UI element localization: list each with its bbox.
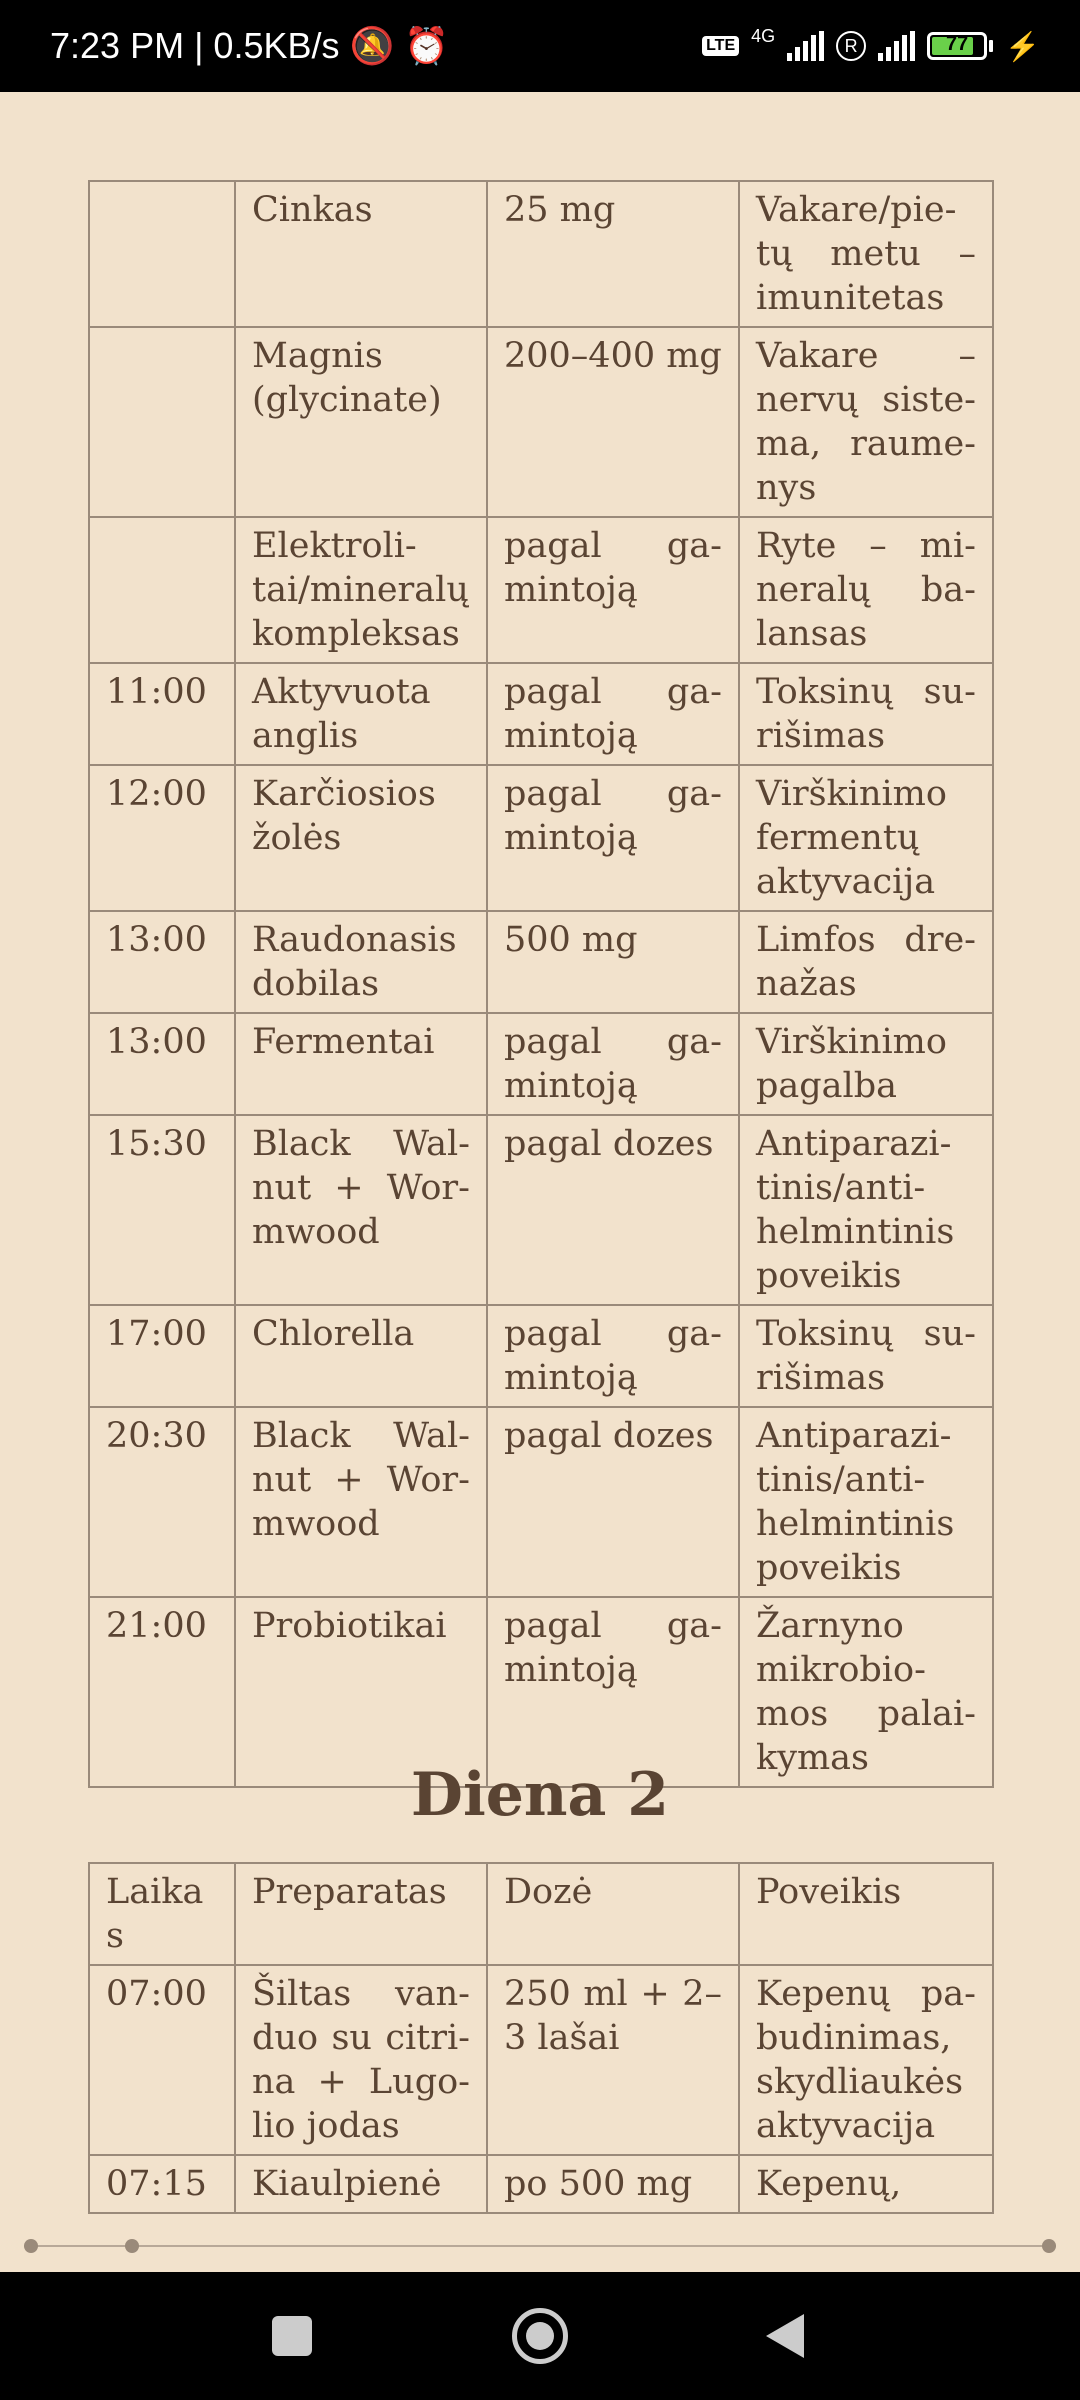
cell-effect: Antiparazitinis/antihelmintinis poveikis bbox=[739, 1407, 993, 1597]
cell-prep: Elektrolitai/mineralų kompleksas bbox=[235, 517, 487, 663]
cell-effect: Vakare – nervų sistema, raumenys bbox=[739, 327, 993, 517]
cell-dose: pagal gamintoją bbox=[487, 663, 739, 765]
cell-dose: pagal gamintoją bbox=[487, 765, 739, 911]
header-time: Laikas bbox=[89, 1863, 235, 1965]
battery-level: 77 bbox=[946, 33, 969, 55]
cell-effect: Toksinų surišimas bbox=[739, 663, 993, 765]
cell-effect: Vakare/pietų metu – imunitetas bbox=[739, 181, 993, 327]
reading-progress-slider[interactable] bbox=[24, 2244, 1056, 2248]
progress-thumb[interactable] bbox=[125, 2239, 139, 2253]
cell-dose: po 500 mg bbox=[487, 2155, 739, 2213]
table-row bbox=[89, 1597, 993, 1787]
cell-effect: Virškinimo pagalba bbox=[739, 1013, 993, 1115]
cell-effect: Antiparazitinis/antihelmintinis poveikis bbox=[739, 1115, 993, 1305]
signal-icon-2 bbox=[878, 31, 915, 61]
cell-prep: Karčiosios žolės bbox=[235, 765, 487, 911]
cell-prep: Fermentai bbox=[235, 1013, 487, 1115]
schedule-table-day2 bbox=[88, 1862, 994, 2214]
table-header-row bbox=[89, 1863, 993, 1965]
recents-button[interactable] bbox=[272, 2316, 312, 2356]
cell-time: 15:30 bbox=[89, 1115, 235, 1305]
header-prep: Preparatas bbox=[235, 1863, 487, 1965]
cell-time: 11:00 bbox=[89, 663, 235, 765]
header-dose: Dozė bbox=[487, 1863, 739, 1965]
status-bar bbox=[0, 0, 1080, 92]
table-row bbox=[89, 1965, 993, 2155]
back-button[interactable] bbox=[766, 2314, 804, 2358]
table-row bbox=[89, 1013, 993, 1115]
cell-time: 12:00 bbox=[89, 765, 235, 911]
cell-dose: pagal gamintoją bbox=[487, 517, 739, 663]
cell-prep: Aktyvuota anglis bbox=[235, 663, 487, 765]
progress-end-dot bbox=[1042, 2239, 1056, 2253]
table-row bbox=[89, 663, 993, 765]
alarm-icon: ⏰ bbox=[404, 25, 450, 66]
cell-dose: 500 mg bbox=[487, 911, 739, 1013]
schedule-table-day1 bbox=[88, 180, 994, 1788]
table-row bbox=[89, 327, 993, 517]
cell-time: 17:00 bbox=[89, 1305, 235, 1407]
cell-dose: 25 mg bbox=[487, 181, 739, 327]
section-heading: Diena 2 bbox=[410, 1760, 670, 1830]
cell-effect: Ryte – mineralų balansas bbox=[739, 517, 993, 663]
cell-prep: Magnis (glycinate) bbox=[235, 327, 487, 517]
cell-effect: Virškinimo fermentų aktyvacija bbox=[739, 765, 993, 911]
cell-effect: Toksinų surišimas bbox=[739, 1305, 993, 1407]
cell-dose: pagal gamintoją bbox=[487, 1305, 739, 1407]
cell-prep: Black Walnut + Wormwood bbox=[235, 1407, 487, 1597]
cell-time: 13:00 bbox=[89, 1013, 235, 1115]
cell-time: 07:15 bbox=[89, 2155, 235, 2213]
cell-effect: Limfos drenažas bbox=[739, 911, 993, 1013]
cell-time: 20:30 bbox=[89, 1407, 235, 1597]
table-row bbox=[89, 1305, 993, 1407]
cell-effect: Žarnyno mikrobiomos palaikymas bbox=[739, 1597, 993, 1787]
cell-dose: 200–400 mg bbox=[487, 327, 739, 517]
table-row bbox=[89, 911, 993, 1013]
cell-prep: Šiltas vanduo su citrina + Lugolio jodas bbox=[235, 1965, 487, 2155]
header-effect: Poveikis bbox=[739, 1863, 993, 1965]
reader-content[interactable] bbox=[0, 92, 1080, 2204]
cell-prep: Chlorella bbox=[235, 1305, 487, 1407]
table-row bbox=[89, 181, 993, 327]
cell-time: 21:00 bbox=[89, 1597, 235, 1787]
cell-prep: Probiotikai bbox=[235, 1597, 487, 1787]
cell-dose: pagal gamintoją bbox=[487, 1013, 739, 1115]
cell-prep: Black Walnut + Wormwood bbox=[235, 1115, 487, 1305]
charging-icon: ⚡ bbox=[1005, 30, 1040, 62]
roaming-icon: R bbox=[836, 31, 866, 61]
table-row bbox=[89, 1407, 993, 1597]
battery-icon bbox=[927, 32, 993, 60]
volte-icon: LTE bbox=[702, 36, 739, 56]
table-row bbox=[89, 1115, 993, 1305]
cell-time bbox=[89, 181, 235, 327]
cell-time: 07:00 bbox=[89, 1965, 235, 2155]
mute-bell-icon: 🔕 bbox=[349, 25, 395, 66]
cell-effect: Kepenų pabudinimas, skydliaukės aktyvacija bbox=[739, 1965, 993, 2155]
table-row bbox=[89, 765, 993, 911]
signal-icon bbox=[787, 31, 824, 61]
progress-start-dot bbox=[24, 2239, 38, 2253]
cell-prep: Cinkas bbox=[235, 181, 487, 327]
cell-prep: Kiaulpienė bbox=[235, 2155, 487, 2213]
table-row bbox=[89, 2155, 993, 2213]
navigation-bar bbox=[0, 2272, 1080, 2400]
cell-dose: 250 ml + 2–3 lašai bbox=[487, 1965, 739, 2155]
cell-time: 13:00 bbox=[89, 911, 235, 1013]
cell-time bbox=[89, 517, 235, 663]
cell-time bbox=[89, 327, 235, 517]
network-type: 4G bbox=[751, 26, 776, 46]
table-row bbox=[89, 517, 993, 663]
status-time: 7:23 PM | 0.5KB/s bbox=[50, 25, 340, 66]
cell-dose: pagal dozes bbox=[487, 1115, 739, 1305]
cell-effect: Kepenų, bbox=[739, 2155, 993, 2213]
cell-prep: Raudonasis dobilas bbox=[235, 911, 487, 1013]
cell-dose: pagal dozes bbox=[487, 1407, 739, 1597]
cell-dose: pagal gamintoją bbox=[487, 1597, 739, 1787]
home-button[interactable] bbox=[512, 2308, 568, 2364]
